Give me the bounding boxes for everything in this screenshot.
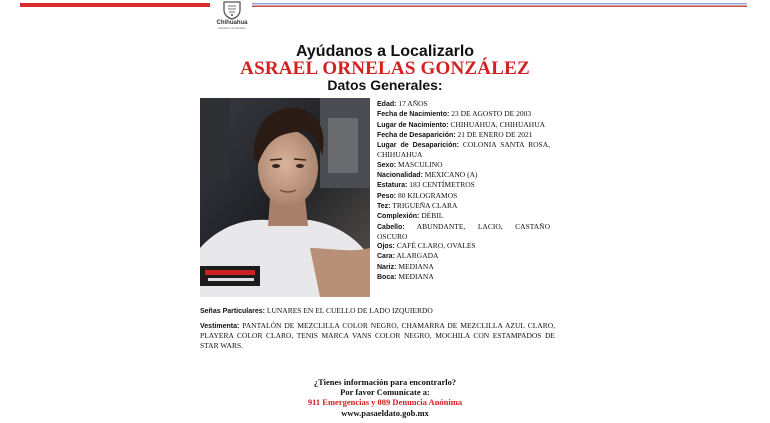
clothing-description (200, 321, 555, 350)
detail-value: CHIHUAHUA, CHIHUAHUA (450, 119, 546, 129)
detail-label: Edad: (377, 101, 397, 108)
detail-value: MEDIANA (398, 272, 434, 282)
missing-person-name: ASRAEL ORNELAS GONZÁLEZ (240, 58, 530, 79)
header-stripe-right (252, 3, 747, 7)
detail-label: Cabello: (377, 223, 405, 231)
missing-person-photo (200, 98, 370, 297)
particular-marks (200, 306, 560, 316)
detail-row (377, 99, 550, 109)
clothing-value: PANTALÓN DE MEZCLILLA COLOR NEGRO, CHAMARRA DE MEZCLILLA AZUL CLARO, PLAYERA COLOR CLARO, TENIS MARCA VANS COLOR NEGRO, MOCHILA CON ESTAMPADOS DE STAR WARS. (200, 321, 555, 350)
detail-value: 21 DE ENERO DE 2021 (457, 129, 533, 139)
detail-label: Fecha de Desaparición: (377, 131, 456, 139)
detail-label: Sexo: (377, 161, 397, 169)
detail-label: Nariz: (377, 263, 397, 271)
detail-value: 80 KILOGRAMOS (397, 190, 458, 200)
detail-row (377, 201, 550, 211)
detail-value: MEXICANO (A) (424, 170, 478, 180)
detail-value: MASCULINO (397, 159, 443, 169)
detail-value: TRIGUEÑA CLARA (392, 200, 458, 210)
detail-row (377, 180, 550, 190)
detail-row (377, 109, 550, 119)
detail-label: Boca: (377, 274, 397, 282)
detail-value: MEDIANA (398, 261, 434, 271)
detail-label: Complexión: (377, 213, 420, 221)
detail-value: ABUNDANTE, LACIO, CASTAÑO OSCURO (377, 221, 550, 241)
detail-row (377, 211, 550, 221)
contact-footer (0, 377, 770, 418)
logo-text: Chihuahua (216, 20, 248, 26)
detail-label: Ojos: (377, 243, 395, 251)
footer-contact-prompt: Por favor Comunícate a: (340, 387, 430, 397)
detail-row (377, 140, 550, 160)
detail-label: Nacionalidad: (377, 172, 423, 180)
header-stripe-left (20, 3, 210, 7)
detail-row (377, 160, 550, 170)
detail-row (377, 241, 550, 251)
state-logo (209, 0, 255, 36)
detail-row (377, 120, 550, 130)
detail-row (377, 251, 550, 261)
clothing-label: Vestimenta: (200, 323, 240, 330)
detail-label: Lugar de Desaparición: (377, 142, 459, 150)
detail-value: DÉBIL (421, 211, 444, 221)
particular-marks-value: LUNARES EN EL CUELLO DE LADO IZQUIERDO (266, 306, 433, 315)
detail-value: COLONIA SANTA ROSA, CHIHUAHUA (377, 140, 551, 160)
detail-row (377, 262, 550, 272)
detail-label: Fecha de Nacimiento: (377, 111, 450, 119)
detail-row (377, 191, 550, 201)
detail-value: 183 CENTÍMETROS (409, 180, 475, 190)
general-details (377, 99, 550, 282)
detail-value: CAFÉ CLARO, OVALES (396, 241, 476, 251)
detail-row (377, 222, 550, 242)
footer-website-link[interactable]: www.pasaeldato.gob.mx (341, 408, 429, 418)
detail-value: 23 DE AGOSTO DE 2003 (451, 109, 532, 119)
particular-marks-label: Señas Particulares: (200, 308, 265, 315)
detail-row (377, 130, 550, 140)
section-subtitle: Datos Generales: (327, 77, 443, 93)
detail-row (377, 272, 550, 282)
detail-value: 17 AÑOS (398, 99, 428, 108)
footer-emergency-numbers: 911 Emergencias y 089 Denuncia Anónima (307, 397, 463, 407)
detail-label: Cara: (377, 253, 395, 261)
logo-subtext: Gobierno del Estado (218, 26, 246, 30)
page-title: Ayúdanos a Localizarlo (295, 43, 475, 60)
state-emblem-icon (221, 0, 243, 20)
detail-label: Tez: (377, 202, 391, 210)
person-portrait-illustration (200, 98, 370, 297)
detail-label: Lugar de Nacimiento: (377, 121, 449, 129)
footer-question: ¿Tienes información para encontrarlo? (313, 377, 457, 387)
detail-label: Estatura: (377, 182, 408, 190)
detail-row (377, 170, 550, 180)
detail-value: ALARGADA (396, 251, 439, 261)
detail-label: Peso: (377, 192, 397, 200)
